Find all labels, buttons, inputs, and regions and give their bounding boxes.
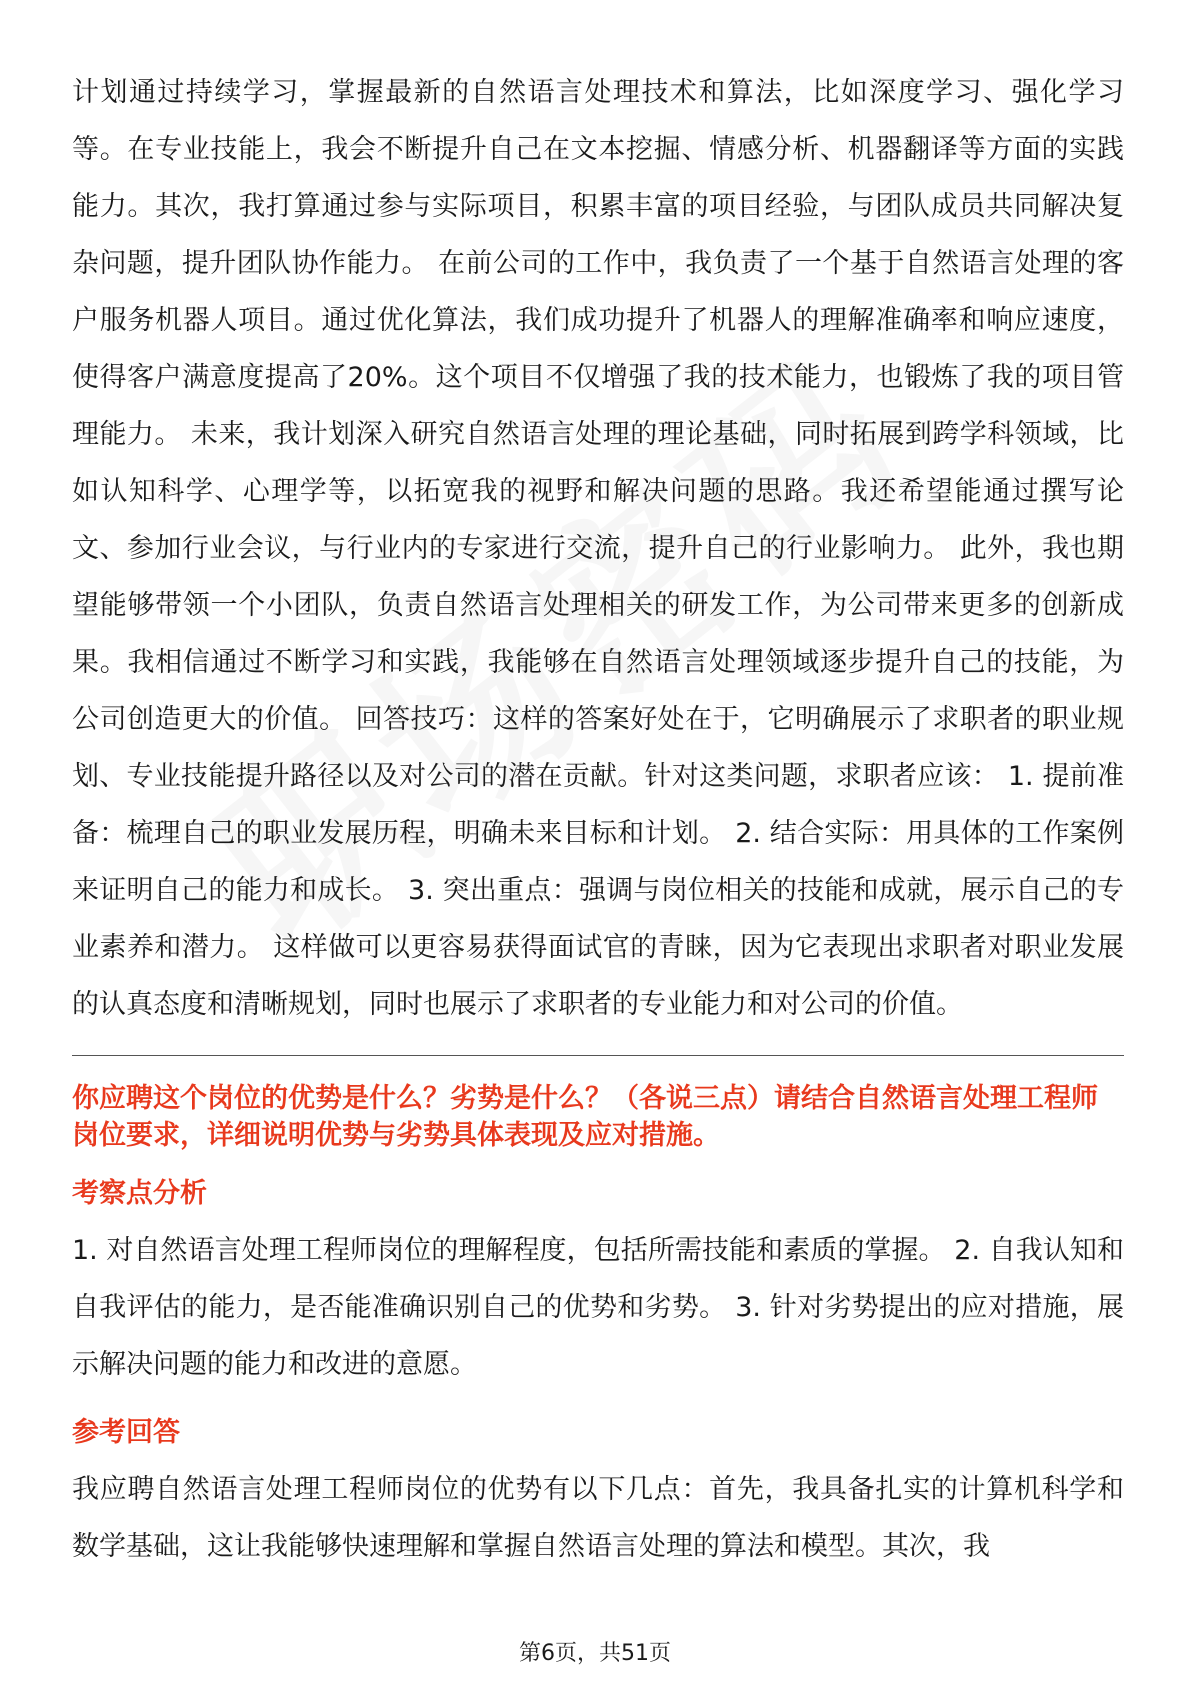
section-divider — [72, 1055, 1124, 1056]
reference-body: 我应聘自然语言处理工程师岗位的优势有以下几点：首先，我具备扎实的计算机科学和数学基础，这让我能够快速理解和掌握自然语言处理的算法和模型。其次，我 — [72, 1474, 1124, 1562]
reference-heading: 参考回答 — [72, 1417, 180, 1448]
page-number-footer: 第6页，共51页 — [519, 1641, 671, 1666]
analysis-heading: 考察点分析 — [72, 1178, 207, 1209]
page-content — [72, 64, 1124, 1575]
intro-paragraph: 计划通过持续学习，掌握最新的自然语言处理技术和算法，比如深度学习、强化学习等。在专业技能上，我会不断提升自己在文本挖掘、情感分析、机器翻译等方面的实践能力。其次，我打算通过参与实际项目，积累丰富的项目经验，与团队成员共同解决复杂问题，提升团队协作能力。 在前公司的工作中，我负责了一个基于自然语言处理的客户服务机器人项目。通过优化算法，我们成功提升了机器人的理解准确率和响应速度，使得客户满意度提高了20%。这个项目不仅增强了我的技术能力，也锻炼了我的项目管理能力。 未来，我计划深入研究自然语言处理的理论基础，同时拓展到跨学科领域，比如认知科学、心理学等，以拓宽我的视野和解决问题的思路。我还希望能通过撰写论文、参加行业会议，与行业内的专家进行交流，提升自己的行业影响力。 此外，我也期望能够带领一个小团队，负责自然语言处理相关的研发工作，为公司带来更多的创新成果。我相信通过不断学习和实践，我能够在自然语言处理领域逐步提升自己的技能，为公司创造更大的价值。 回答技巧：这样的答案好处在于，它明确展示了求职者的职业规划、专业技能提升路径以及对公司的潜在贡献。针对这类问题，求职者应该： 1. 提前准备：梳理自己的职业发展历程，明确未来目标和计划。 2. 结合实际：用具体的工作案例来证明自己的能力和成长。 3. 突出重点：强调与岗位相关的技能和成就，展示自己的专业素养和潜力。 这样做可以更容易获得面试官的青睐，因为它表现出求职者对职业发展的认真态度和清晰规划，同时也展示了求职者的专业能力和对公司的价值。 — [72, 77, 1124, 1020]
question-title: 你应聘这个岗位的优势是什么？劣势是什么？（各说三点）请结合自然语言处理工程师岗位要求，详细说明优势与劣势具体表现及应对措施。 — [72, 1083, 1098, 1151]
analysis-body: 1. 对自然语言处理工程师岗位的理解程度，包括所需技能和素质的掌握。 2. 自我认知和自我评估的能力，是否能准确识别自己的优势和劣势。 3. 针对劣势提出的应对措施，展示解决问题的能力和改进的意愿。 — [72, 1235, 1124, 1380]
